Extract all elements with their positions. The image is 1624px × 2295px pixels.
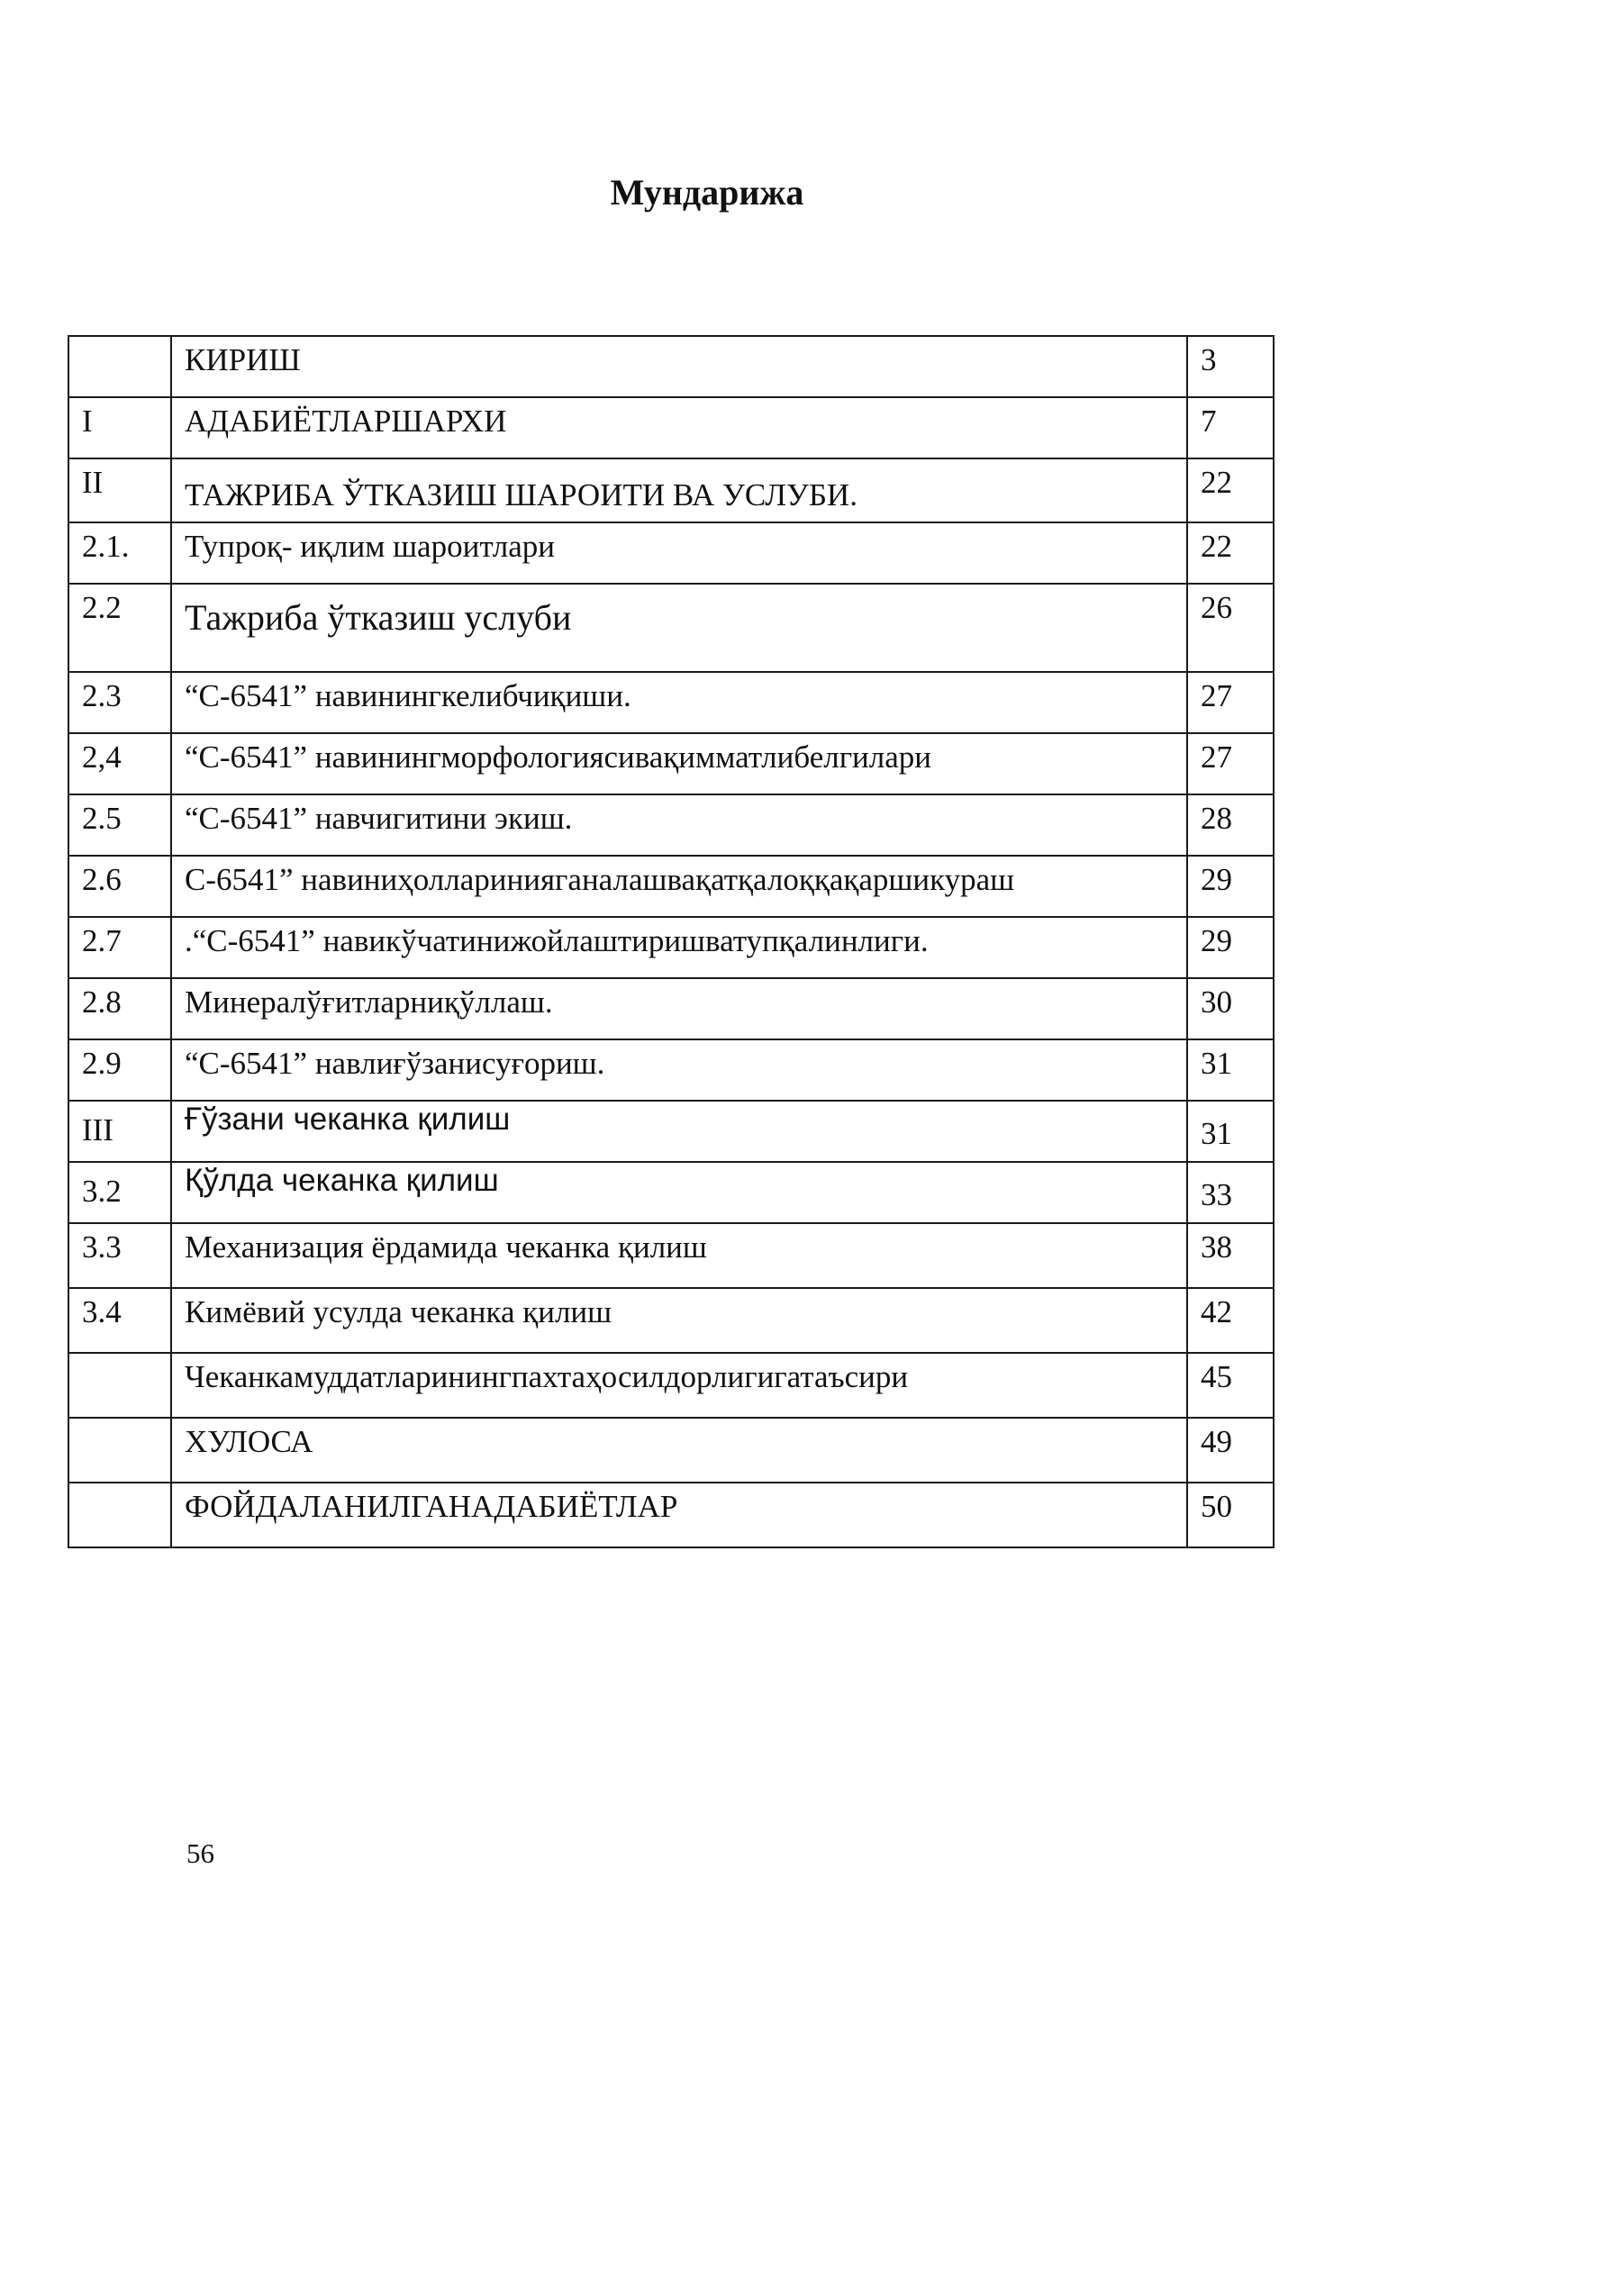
toc-section-number: 2.3: [68, 672, 171, 733]
toc-page-number: 22: [1187, 522, 1274, 584]
page-title: Мундарижа: [610, 172, 804, 213]
toc-row[interactable]: [68, 336, 1274, 397]
toc-row[interactable]: [68, 856, 1274, 917]
toc-section-number: [68, 336, 171, 397]
toc-row[interactable]: [68, 794, 1274, 856]
page-number: 56: [186, 1837, 214, 1869]
toc-section-title[interactable]: Қўлда чеканка қилиш: [171, 1162, 1187, 1223]
toc-section-title[interactable]: Ғўзани чеканка қилиш: [171, 1101, 1187, 1162]
toc-row[interactable]: [68, 978, 1274, 1039]
toc-page-number: 27: [1187, 672, 1274, 733]
toc-page-number: 38: [1187, 1223, 1274, 1288]
toc-section-number: [68, 1483, 171, 1547]
toc-row[interactable]: [68, 1418, 1274, 1483]
toc-section-title[interactable]: “С-6541” навлиғўзанисуғориш.: [171, 1039, 1187, 1101]
toc-section-number: 2.1.: [68, 522, 171, 584]
toc-section-title[interactable]: С-6541” навиниҳолларинияганалашвақатқалоққақаршикураш: [171, 856, 1187, 917]
toc-page-number: 7: [1187, 397, 1274, 458]
toc-row[interactable]: [68, 1039, 1274, 1101]
toc-page-number: 45: [1187, 1353, 1274, 1418]
toc-section-number: [68, 1353, 171, 1418]
toc-section-number: 2,4: [68, 733, 171, 794]
toc-section-title[interactable]: АДАБИЁТЛАРШАРХИ: [171, 397, 1187, 458]
toc-section-number: 2.8: [68, 978, 171, 1039]
toc-section-number: 3.2: [68, 1162, 171, 1223]
toc-page-number: 28: [1187, 794, 1274, 856]
toc-row[interactable]: [68, 1223, 1274, 1288]
toc-section-title[interactable]: Минералўғитларниқўллаш.: [171, 978, 1187, 1039]
toc-page-number: 50: [1187, 1483, 1274, 1547]
toc-row[interactable]: [68, 917, 1274, 978]
toc-section-title[interactable]: ХУЛОСА: [171, 1418, 1187, 1483]
toc-section-number: I: [68, 397, 171, 458]
toc-section-title[interactable]: Чеканкамуддатларинингпахтаҳосилдорлигигатаъсири: [171, 1353, 1187, 1418]
toc-page-number: 29: [1187, 917, 1274, 978]
toc-section-number: III: [68, 1101, 171, 1162]
toc-page-number: 26: [1187, 584, 1274, 672]
toc-row[interactable]: [68, 672, 1274, 733]
toc-section-title[interactable]: “С-6541” навинингморфологиясивақимматлибелгилари: [171, 733, 1187, 794]
toc-page-number: 31: [1187, 1039, 1274, 1101]
toc-row[interactable]: [68, 1162, 1274, 1223]
toc-row[interactable]: [68, 397, 1274, 458]
toc-page-number: 49: [1187, 1418, 1274, 1483]
toc-section-title[interactable]: ФОЙДАЛАНИЛГАНАДАБИЁТЛАР: [171, 1483, 1187, 1547]
toc-row[interactable]: [68, 458, 1274, 522]
toc-page-number: 30: [1187, 978, 1274, 1039]
toc-section-title[interactable]: “С-6541” навчигитини экиш.: [171, 794, 1187, 856]
toc-section-title[interactable]: “С-6541” навинингкелибчиқиши.: [171, 672, 1187, 733]
toc-section-title[interactable]: Механизация ёрдамида чеканка қилиш: [171, 1223, 1187, 1288]
toc-row[interactable]: [68, 522, 1274, 584]
toc-row[interactable]: [68, 1353, 1274, 1418]
toc-row[interactable]: [68, 733, 1274, 794]
toc-page-number: 27: [1187, 733, 1274, 794]
toc-page-number: 3: [1187, 336, 1274, 397]
toc-section-number: 2.7: [68, 917, 171, 978]
toc-section-title[interactable]: ТАЖРИБА ЎТКАЗИШ ШАРОИТИ ВА УСЛУБИ.: [171, 458, 1187, 522]
toc-section-title[interactable]: Кимёвий усулда чеканка қилиш: [171, 1288, 1187, 1353]
toc-section-title[interactable]: .“С-6541” навикўчатинижойлаштиришватупқалинлиги.: [171, 917, 1187, 978]
toc-page-number: 31: [1187, 1101, 1274, 1162]
toc-row[interactable]: [68, 1483, 1274, 1547]
toc-section-number: [68, 1418, 171, 1483]
toc-section-number: 2.9: [68, 1039, 171, 1101]
toc-page-number: 42: [1187, 1288, 1274, 1353]
toc-row[interactable]: [68, 1288, 1274, 1353]
toc-section-number: II: [68, 458, 171, 522]
toc-section-title[interactable]: Тажриба ўтказиш услуби: [171, 584, 1187, 672]
toc-section-title[interactable]: КИРИШ: [171, 336, 1187, 397]
toc-section-number: 3.3: [68, 1223, 171, 1288]
toc-row[interactable]: [68, 1101, 1274, 1162]
toc-section-number: 2.6: [68, 856, 171, 917]
toc-page-number: 22: [1187, 458, 1274, 522]
toc-row[interactable]: [68, 584, 1274, 672]
toc-page-number: 33: [1187, 1162, 1274, 1223]
toc-section-number: 2.2: [68, 584, 171, 672]
toc-section-number: 2.5: [68, 794, 171, 856]
toc-page-number: 29: [1187, 856, 1274, 917]
toc-section-title[interactable]: Тупроқ- иқлим шароитлари: [171, 522, 1187, 584]
table-of-contents: [68, 335, 1275, 1548]
toc-section-number: 3.4: [68, 1288, 171, 1353]
